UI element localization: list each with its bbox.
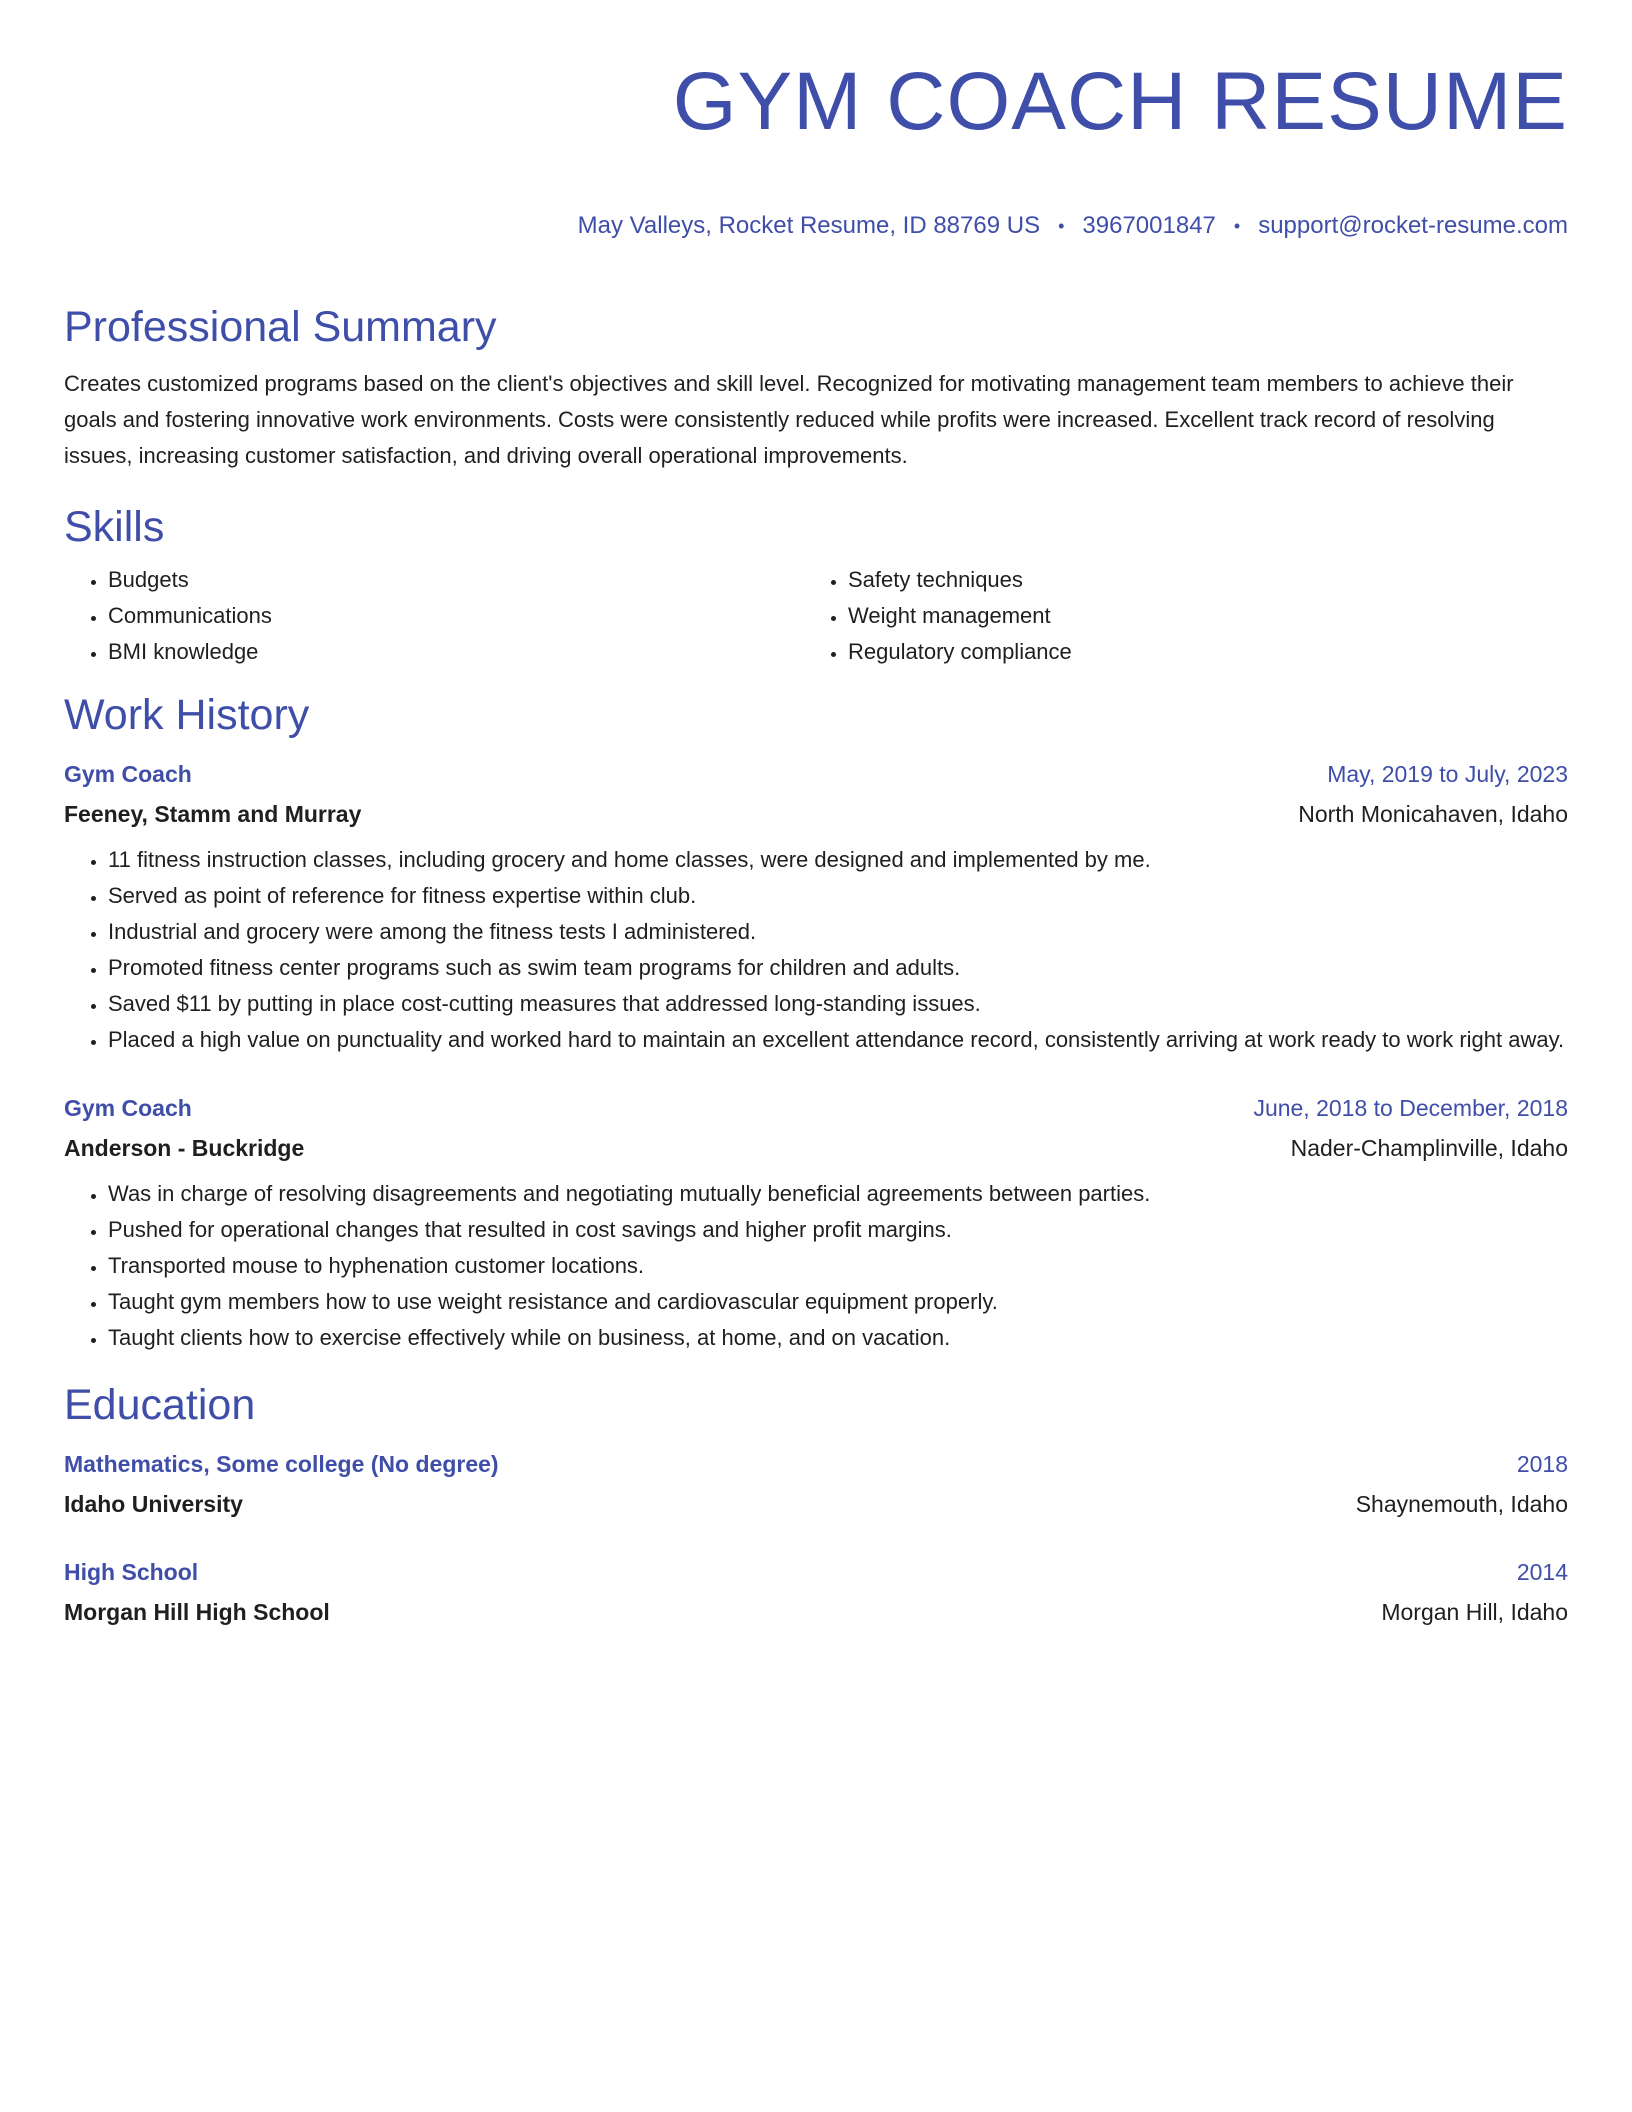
- contact-address: May Valleys, Rocket Resume, ID 88769 US: [577, 212, 1041, 239]
- contact-separator: •: [1058, 216, 1065, 236]
- skill-item: • Communications: [108, 598, 804, 634]
- job-bullets: [64, 842, 1568, 1058]
- job-company: Anderson - Buckridge: [64, 1135, 305, 1161]
- job-bullet: • Placed a high value on punctuality and worked hard to maintain an excellent attendance record, consistently arriving at work ready to work right away.: [108, 1022, 1568, 1058]
- education-entry: [64, 1444, 1568, 1524]
- job-bullet: • 11 fitness instruction classes, including grocery and home classes, were designed and implemented by me.: [108, 842, 1568, 878]
- skills-column-left: [64, 562, 804, 670]
- summary-text: Creates customized programs based on the client's objectives and skill level. Recognized for motivating management team members to achieve their goals and fostering innovative work environments. Costs were consistently reduced while profits were increased. Excellent track record of resolving issues, increasing customer satisfaction, and driving overall operational improvements.: [64, 371, 1514, 468]
- education-degree: High School: [64, 1559, 199, 1585]
- skill-item: • Budgets: [108, 562, 804, 598]
- job-company: Feeney, Stamm and Murray: [64, 801, 362, 827]
- job-bullet: • Transported mouse to hyphenation customer locations.: [108, 1248, 1568, 1284]
- education-school: Idaho University: [64, 1491, 243, 1517]
- education-year: 2014: [1516, 1559, 1568, 1585]
- education-degree: Mathematics, Some college (No degree): [64, 1451, 499, 1477]
- section-title-summary: Professional Summary: [64, 303, 497, 351]
- job-bullet: • Was in charge of resolving disagreements and negotiating mutually beneficial agreements between parties.: [108, 1176, 1568, 1212]
- contact-line: [64, 210, 1568, 242]
- job-role: Gym Coach: [64, 761, 192, 787]
- work-entry: [64, 1088, 1568, 1356]
- job-bullets: [64, 1176, 1568, 1356]
- contact-phone: 3967001847: [1082, 212, 1216, 239]
- skills-list: [64, 562, 1568, 670]
- section-title-education: Education: [64, 1381, 256, 1429]
- education-school: Morgan Hill High School: [64, 1599, 330, 1625]
- job-bullet: • Taught clients how to exercise effectively while on business, at home, and on vacation.: [108, 1320, 1568, 1356]
- education-location: Shaynemouth, Idaho: [1355, 1491, 1568, 1517]
- contact-email: support@rocket-resume.com: [1258, 212, 1568, 239]
- job-bullet: • Served as point of reference for fitness expertise within club.: [108, 878, 1568, 914]
- job-location: North Monicahaven, Idaho: [1298, 801, 1568, 827]
- job-bullet: • Pushed for operational changes that resulted in cost savings and higher profit margins.: [108, 1212, 1568, 1248]
- skill-item: • Regulatory compliance: [848, 634, 1544, 670]
- job-role: Gym Coach: [64, 1095, 192, 1121]
- job-bullet: • Taught gym members how to use weight resistance and cardiovascular equipment properly.: [108, 1284, 1568, 1320]
- section-title-work-history: Work History: [64, 691, 310, 739]
- resume-title: GYM COACH RESUME: [672, 56, 1568, 147]
- job-bullet: • Saved $11 by putting in place cost-cutting measures that addressed long-standing issues.: [108, 986, 1568, 1022]
- work-entry: [64, 754, 1568, 1058]
- job-bullet: • Promoted fitness center programs such as swim team programs for children and adults.: [108, 950, 1568, 986]
- section-title-skills: Skills: [64, 503, 165, 551]
- skills-column-right: [804, 562, 1544, 670]
- job-bullet: • Industrial and grocery were among the fitness tests I administered.: [108, 914, 1568, 950]
- skill-item: • Weight management: [848, 598, 1544, 634]
- skill-item: • BMI knowledge: [108, 634, 804, 670]
- job-dates: May, 2019 to July, 2023: [1327, 761, 1568, 787]
- skill-item: • Safety techniques: [848, 562, 1544, 598]
- education-entry: [64, 1552, 1568, 1632]
- contact-separator: •: [1233, 216, 1241, 236]
- job-dates: June, 2018 to December, 2018: [1253, 1095, 1568, 1121]
- education-year: 2018: [1516, 1451, 1568, 1477]
- job-location: Nader-Champlinville, Idaho: [1290, 1135, 1568, 1161]
- education-location: Morgan Hill, Idaho: [1381, 1599, 1568, 1625]
